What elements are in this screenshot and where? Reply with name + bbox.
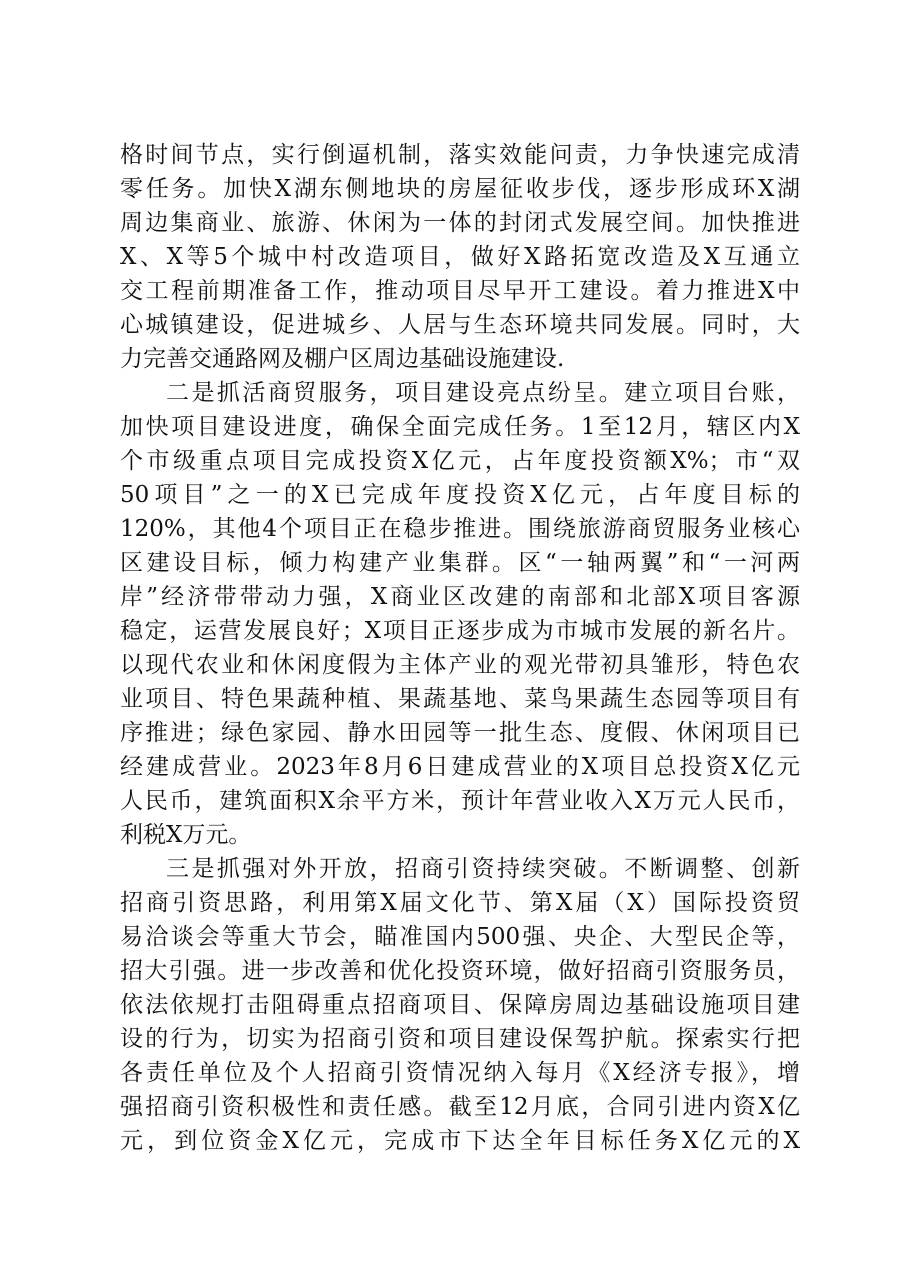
text-line: 人民币，建筑面积X余平方米，预计年营业收入X万元人民币，	[120, 788, 800, 814]
text-line: 招大引强。进一步改善和优化投资环境，做好招商引资服务员，	[120, 958, 800, 984]
text-line: 120%，其他4个项目正在稳步推进。围绕旅游商贸服务业核心	[120, 516, 800, 542]
text-line: 零任务。加快X湖东侧地块的房屋征收步伐，逐步形成环X湖	[120, 176, 800, 202]
text-line: X、X等5个城中村改造项目，做好X路拓宽改造及X互通立	[120, 244, 800, 270]
text-line: 稳定，运营发展良好；X项目正逐步成为市城市发展的新名片。	[120, 618, 800, 644]
text-line: 区建设目标，倾力构建产业集群。区“一轴两翼”和“一河两	[120, 550, 800, 576]
text-line: 易洽谈会等重大节会，瞄准国内500强、央企、大型民企等，	[120, 924, 800, 950]
text-line: 心城镇建设，促进城乡、人居与生态环境共同发展。同时，大	[120, 312, 800, 338]
text-line: 岸”经济带带动力强，X商业区改建的南部和北部X项目客源	[120, 584, 800, 610]
text-line: 以现代农业和休闲度假为主体产业的观光带初具雏形，特色农	[120, 652, 800, 678]
text-line: 依法依规打击阻碍重点招商项目、保障房周边基础设施项目建	[120, 992, 800, 1018]
text-line: 各责任单位及个人招商引资情况纳入每月《X经济专报》，增	[120, 1060, 800, 1086]
text-line: 力完善交通路网及棚户区周边基础设施建设.	[120, 346, 565, 372]
text-line: 格时间节点，实行倒逼机制，落实效能问责，力争快速完成清	[120, 142, 800, 168]
text-line: 业项目、特色果蔬种植、果蔬基地、菜鸟果蔬生态园等项目有	[120, 686, 800, 712]
text-line: 交工程前期准备工作，推动项目尽早开工建设。着力推进X中	[120, 278, 800, 304]
document-body	[120, 138, 800, 1158]
text-line: 序推进；绿色家园、静水田园等一批生态、度假、休闲项目已	[120, 720, 800, 746]
text-line: 元，到位资金X亿元，完成市下达全年目标任务X亿元的X	[120, 1128, 800, 1154]
text-line: 周边集商业、旅游、休闲为一体的封闭式发展空间。加快推进	[120, 210, 800, 236]
text-line: 招商引资思路，利用第X届文化节、第X届（X）国际投资贸	[120, 890, 800, 916]
text-line: 强招商引资积极性和责任感。截至12月底，合同引进内资X亿	[120, 1094, 800, 1120]
paragraph-heading-line: 二是抓活商贸服务，项目建设亮点纷呈。建立项目台账，	[166, 380, 800, 406]
text-line: 加快项目建设进度，确保全面完成任务。1至12月，辖区内X	[120, 414, 800, 440]
text-line: 设的行为，切实为招商引资和项目建设保驾护航。探索实行把	[120, 1026, 800, 1052]
text-line: 个市级重点项目完成投资X亿元，占年度投资额X%；市“双	[120, 448, 800, 474]
text-line: 50项目”之一的X已完成年度投资X亿元，占年度目标的	[120, 482, 800, 508]
text-line: 利税X万元。	[120, 822, 252, 848]
text-line: 经建成营业。2023年8月6日建成营业的X项目总投资X亿元	[120, 754, 800, 780]
paragraph-heading-line: 三是抓强对外开放，招商引资持续突破。不断调整、创新	[166, 856, 800, 882]
